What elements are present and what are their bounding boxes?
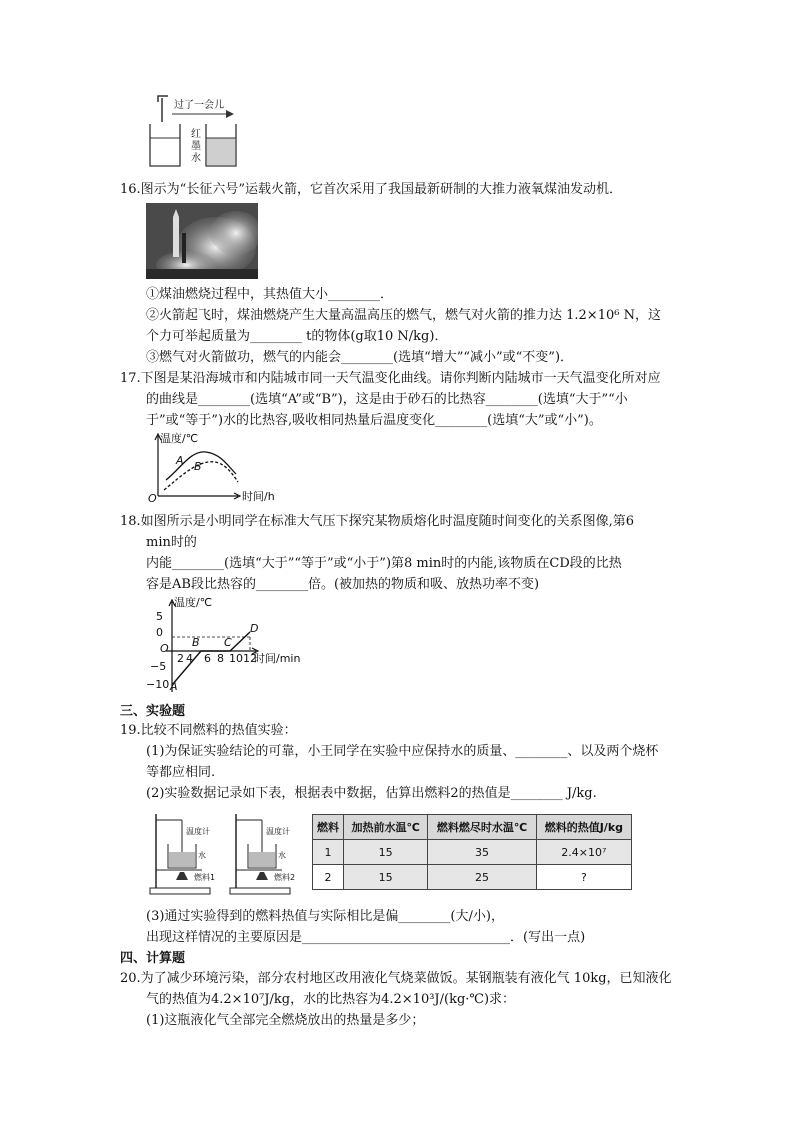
rocket-photo [146, 203, 258, 279]
fuel-data-table [312, 814, 632, 890]
fuel-data-table-wrapper [312, 814, 632, 890]
table-cell: 15 [344, 840, 428, 865]
q18-line1: 18.如图所示是小明同学在标准大气压下探究某物质熔化时温度随时间变化的关系图像,第6 [120, 514, 635, 529]
q19-part1a: (1)为保证实验结论的可靠，小王同学在实验中应保持水的质量、________、以及两个烧杯 [146, 744, 659, 759]
fig17-curve-b: B [194, 460, 202, 473]
apparatus-thermometer-1: 温度计 [186, 827, 210, 836]
apparatus-fuel-2: 燃料2 [274, 873, 296, 882]
table-header-cell: 燃料的热值J/kg [536, 815, 631, 840]
q19-stem: 19.比较不同燃料的热值实验： [120, 723, 297, 738]
fig17-origin: O [148, 492, 157, 505]
fig18-xtick-8: 8 [217, 652, 224, 665]
fig17-xlabel: 时间/h [242, 490, 275, 503]
table-cell: 1 [313, 840, 344, 865]
fig18-ytick-m10: −10 [146, 678, 170, 691]
table-cell: 15 [344, 865, 428, 890]
q17-line3: 于”或“等于”)水的比热容,吸收相同热量后温度变化________(选填“大”或“小”)。 [146, 413, 602, 428]
q16-stem: 16.图示为“长征六号”运载火箭，它首次采用了我国最新研制的大推力液氧煤油发动机． [120, 182, 622, 197]
q19-part3b: 出现这样情况的主要原因是________________________________．(写出一点) [146, 930, 586, 945]
fig18-ytick-0: 0 [156, 626, 163, 639]
table-cell: 25 [428, 865, 536, 890]
ink-label-1: 红 [191, 129, 201, 140]
q20-line3: (1)这瓶液化气全部完全燃烧放出的热量是多少； [146, 1013, 425, 1028]
fig18-point-a: A [170, 680, 178, 693]
apparatus-thermometer-2: 温度计 [266, 827, 290, 836]
q18-line2: min时的 [146, 535, 197, 550]
table-cell: 2.4×10⁷ [536, 840, 631, 865]
q16-line2b: 个力可举起质量为________ t的物体(g取10 N/kg)． [146, 329, 448, 344]
fig18-xtick-6: 6 [204, 652, 211, 665]
table-header-cell: 燃料燃尽时水温℃ [428, 815, 536, 840]
q20-line1: 20.为了减少环境污染，部分农村地区改用液化气烧菜做饭。某钢瓶装有液化气 10kg，已知液化 [120, 971, 672, 986]
section-4-title: 四、计算题 [120, 951, 186, 966]
fig17-curve-a: A [176, 454, 184, 467]
table-header-cell: 加热前水温℃ [344, 815, 428, 840]
fig18-ytick-5: 5 [156, 610, 163, 623]
fig18-point-d: D [250, 622, 259, 635]
apparatus-figure [146, 810, 306, 896]
fig18-xtick-4: 4 [186, 652, 193, 665]
q17-line1: 17.下图是某沿海城市和内陆城市同一天气温变化曲线。请你判断内陆城市一天气温变化所对应 [120, 371, 661, 386]
ink-label-2: 墨 [191, 141, 201, 152]
fig17-ylabel: 温度/℃ [160, 432, 199, 445]
table-row [313, 865, 632, 890]
table-header-cell: 燃料 [313, 815, 344, 840]
ink-label-3: 水 [191, 153, 201, 164]
arrow-text: 过了一会儿 [174, 100, 224, 111]
apparatus-water-2: 水 [278, 851, 286, 860]
apparatus-fuel-1: 燃料1 [194, 873, 216, 882]
q19-part1b: 等都应相同. [146, 765, 216, 780]
melting-graph-figure [146, 596, 316, 694]
fig18-xlabel: 时间/min [254, 652, 301, 665]
q19-part3a: (3)通过实验得到的燃料热值与实际相比是偏________(大/小)， [146, 909, 504, 924]
q18-line4: 容是AB段比热容的________倍。(被加热的物质和吸、放热功率不变) [146, 577, 540, 592]
fig18-ytick-m5: −5 [150, 660, 167, 673]
rocket-image [146, 203, 258, 279]
q20-line2: 气的热值为4.2×10⁷J/kg，水的比热容为4.2×10³J/(kg·℃)求： [146, 992, 516, 1007]
q16-line3: ③燃气对火箭做功，燃气的内能会________(选填“增大”“减小”或“不变”)． [146, 350, 574, 365]
fig18-xtick-12: 12 [243, 652, 257, 665]
fig18-origin: O [160, 642, 169, 655]
section-3-title: 三、实验题 [120, 704, 186, 719]
fig18-point-b: B [192, 636, 200, 649]
q16-line1: ①煤油燃烧过程中，其热值大小________． [146, 287, 394, 302]
fig18-xtick-10: 10 [229, 652, 243, 665]
q18-line3: 内能________(选填“大于”“等于”或“小于”)第8 min时的内能,该物质在CD段的比热 [146, 556, 622, 571]
fig18-point-c: C [224, 636, 232, 649]
fig18-ylabel: 温度/℃ [174, 596, 213, 609]
fig18-xtick-2: 2 [177, 652, 184, 665]
table-cell: ? [536, 865, 631, 890]
table-header-row [313, 815, 632, 840]
table-row [313, 840, 632, 865]
beaker-figure [140, 92, 250, 172]
table-cell: 2 [313, 865, 344, 890]
q19-part2: (2)实验数据记录如下表，根据表中数据，估算出燃料2的热值是________ J/kg. [146, 786, 597, 801]
q16-line2a: ②火箭起飞时，煤油燃烧产生大量高温高压的燃气，燃气对火箭的推力达 1.2×10⁶ N，这 [146, 308, 661, 323]
table-cell: 35 [428, 840, 536, 865]
temperature-curves-figure [146, 432, 286, 504]
q17-line2: 的曲线是________(选填“A”或“B”)，这是由于砂石的比热容________(选填“大于”“小 [146, 392, 628, 407]
apparatus-water-1: 水 [198, 851, 206, 860]
